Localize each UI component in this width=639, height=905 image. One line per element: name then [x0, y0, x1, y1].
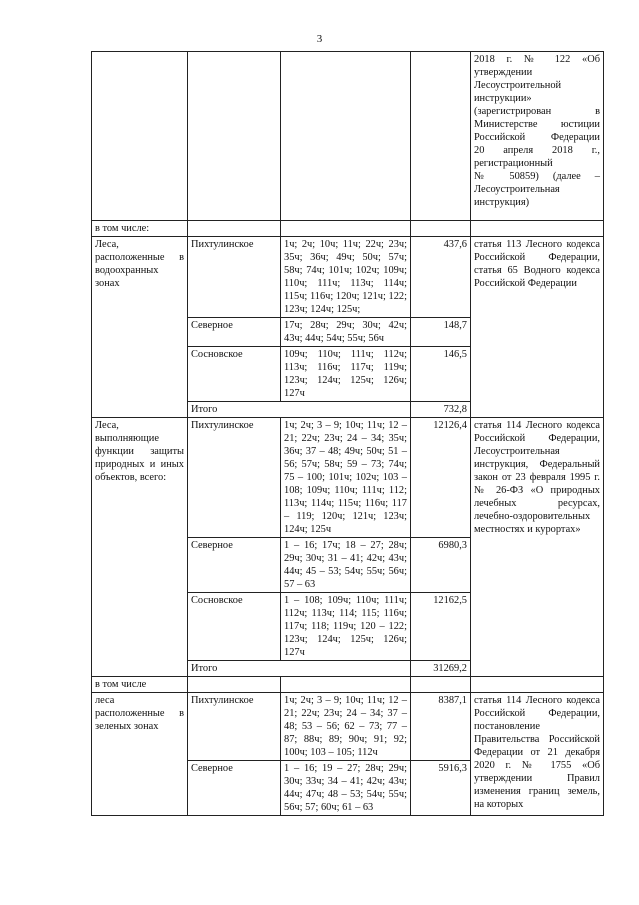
page-number: 3	[316, 33, 323, 45]
area-cell: 12162,5	[411, 593, 471, 661]
total-value: 732,8	[411, 402, 471, 418]
area-cell: 437,6	[411, 237, 471, 318]
quarters-cell: 1ч; 2ч; 10ч; 11ч; 22ч; 23ч; 35ч; 36ч; 49ч; 50ч; 57ч; 58ч; 74ч; 101ч; 102ч; 109ч; 110ч; 111ч; 113ч; 114ч; 115ч; 116ч; 120ч; 121ч; 122; 123ч; 124ч; 125ч;	[281, 237, 411, 318]
forestry-cell: Пихтулинское	[188, 418, 281, 538]
category-cell: Леса, выполняющие функции защиты природных и иных объектов, всего:	[92, 418, 188, 677]
quarters-cell: 1ч; 2ч; 3 – 9; 10ч; 11ч; 12 – 21; 22ч; 23ч; 24 – 34; 37 – 48; 53 – 56; 62 – 73; 77 – 87; 88ч; 89; 90ч; 91; 92; 100ч; 103 – 105; 112ч	[281, 693, 411, 761]
table-row	[92, 237, 604, 318]
including-row	[92, 677, 604, 693]
forestry-cell: Северное	[188, 538, 281, 593]
forestry-cell: Пихтулинское	[188, 693, 281, 761]
quarters-cell: 1 – 16; 19 – 27; 28ч; 29ч; 30ч; 33ч; 34 – 41; 42ч; 43ч; 44ч; 47ч; 48 – 53; 54ч; 55ч; 56ч; 57; 60ч; 61 – 63	[281, 761, 411, 816]
total-label: Итого	[188, 661, 411, 677]
quarters-cell: 109ч; 110ч; 111ч; 112ч; 113ч; 116ч; 117ч; 119ч; 123ч; 124ч; 125ч; 126ч; 127ч	[281, 347, 411, 402]
legal-basis-cell: статья 114 Лесного кодекса Российской Федерации, Лесоустроительная инструкция, Федеральный закон от 23 февраля 1995 г. № 26-ФЗ «О природных лечебных ресурсах, лечебно-оздоровительных местностях и курортах»	[471, 418, 604, 677]
forestry-cell: Северное	[188, 761, 281, 816]
category-cell: Леса, расположенные в водоохранных зонах	[92, 237, 188, 418]
category-cell: леса расположенные в зеленых зонах	[92, 693, 188, 816]
area-cell: 12126,4	[411, 418, 471, 538]
area-cell: 148,7	[411, 318, 471, 347]
forestry-cell: Северное	[188, 318, 281, 347]
forestry-cell: Сосновское	[188, 347, 281, 402]
table-row	[92, 418, 604, 538]
quarters-cell: 17ч; 28ч; 29ч; 30ч; 42ч; 43ч; 44ч; 54ч; 55ч; 56ч	[281, 318, 411, 347]
including-row	[92, 221, 604, 237]
forest-protection-table	[91, 51, 604, 816]
area-cell: 146,5	[411, 347, 471, 402]
including-label: в том числе	[92, 677, 188, 693]
quarters-cell: 1 – 16; 17ч; 18 – 27; 28ч; 29ч; 30ч; 31 – 41; 42ч; 43ч; 44ч; 45 – 53; 54ч; 55ч; 56ч; 57 – 63	[281, 538, 411, 593]
including-label: в том числе:	[92, 221, 188, 237]
area-cell: 8387,1	[411, 693, 471, 761]
table-row	[92, 693, 604, 761]
legal-basis-continuation: 2018 г. № 122 «Об утверждении Лесоустроительной инструкции» (зарегистрирован в Министерстве юстиции Российской Федерации 20 апреля 2018 г., регистрационный № 50859) (далее – Лесоустроительная инструкция)	[471, 52, 604, 221]
total-value: 31269,2	[411, 661, 471, 677]
area-cell: 5916,3	[411, 761, 471, 816]
quarters-cell: 1 – 108; 109ч; 110ч; 111ч; 112ч; 113ч; 114; 115; 116ч; 117ч; 118; 119ч; 120 – 122; 123ч; 124ч; 125ч; 126ч; 127ч	[281, 593, 411, 661]
forestry-cell: Сосновское	[188, 593, 281, 661]
total-label: Итого	[188, 402, 411, 418]
forestry-cell: Пихтулинское	[188, 237, 281, 318]
legal-basis-cell: статья 113 Лесного кодекса Российской Федерации, статья 65 Водного кодекса Российской Федерации	[471, 237, 604, 418]
legal-basis-cell: статья 114 Лесного кодекса Российской Федерации, постановление Правительства Российской Федерации от 21 декабря 2020 г. № 1755 «Об утверждении Правил изменения границ земель, на которых	[471, 693, 604, 816]
area-cell: 6980,3	[411, 538, 471, 593]
quarters-cell: 1ч; 2ч; 3 – 9; 10ч; 11ч; 12 – 21; 22ч; 23ч; 24 – 34; 35ч; 36ч; 37 – 48; 49ч; 50ч; 51 – 56; 57ч; 58ч; 59 – 73; 74ч; 75 – 100; 101ч; 102ч; 103 – 108; 109ч; 110ч; 111ч; 112; 113ч; 114ч; 115ч; 116ч; 117 – 119; 120ч; 121ч; 123ч; 124ч; 125ч	[281, 418, 411, 538]
continuation-row	[92, 52, 604, 221]
